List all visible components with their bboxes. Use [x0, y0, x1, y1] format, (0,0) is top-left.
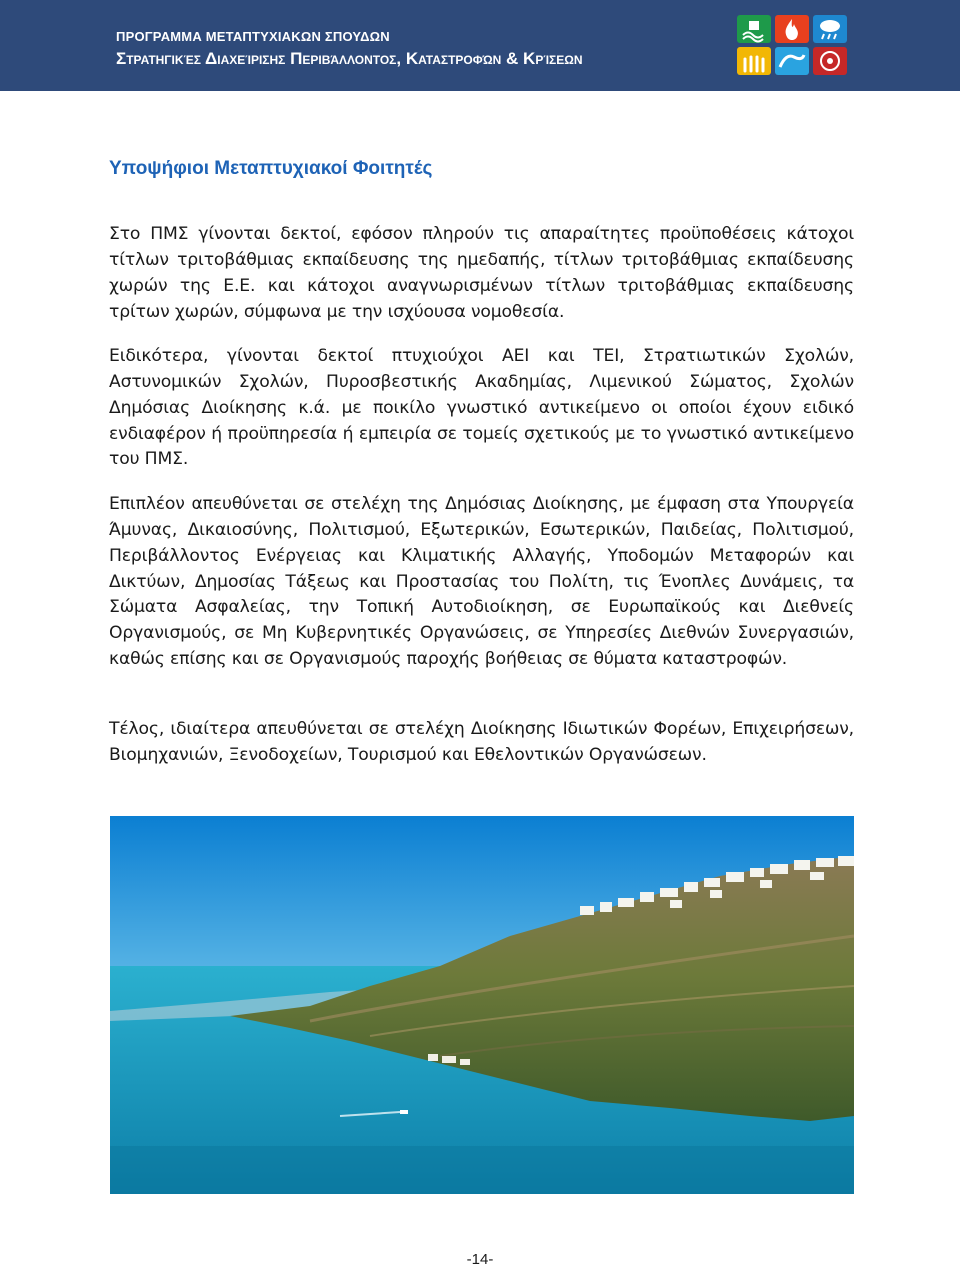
- paragraph-eligibility: Στο ΠΜΣ γίνονται δεκτοί, εφόσον πληρούν τις απαραίτητες προϋποθέσεις κάτοχοι τίτλων τριτοβάθμιας εκπαίδευσης της ημεδαπής, τίτλων τριτοβάθμιας εκπαίδευσης χωρών της Ε.Ε. και κάτοχοι αναγνωρισμένων τίτλων τριτοβάθμιας εκπαίδευσης τρίτων χωρών, σύμφωνα με την ισχύουσα νομοθεσία.: [109, 224, 854, 322]
- biohazard-icon: [813, 47, 847, 75]
- paragraph-specifically: Ειδικότερα, γίνονται δεκτοί πτυχιούχοι ΑΕΙ και ΤΕΙ, Στρατιωτικών Σχολών, Αστυνομικών Σχολών, Πυροσβεστικής Ακαδημίας, Λιμενικού Σώματος, Σχολών Δημόσιας Διοίκησης κ.ά. με ποικίλο γνωστικό αντικείμενο οι οποίοι έχουν ειδικό ενδιαφέρον ή προϋπηρεσία ή εμπειρία σε τομείς σχετικούς με το γνωστικό αντικείμενο του ΠΜΣ.: [109, 346, 854, 470]
- fire-icon: [775, 15, 809, 43]
- storm-icon: [813, 15, 847, 43]
- page-header: [0, 0, 960, 91]
- people-hands-icon: [737, 47, 771, 75]
- paragraph-private-sector: Τέλος, ιδιαίτερα απευθύνεται σε στελέχη Διοίκησης Ιδιωτικών Φορέων, Επιχειρήσεων, Βιομηχανιών, Ξενοδοχείων, Τουρισμού και Εθελοντικών Οργανώσεων.: [109, 719, 854, 765]
- hazard-logo-grid: [737, 15, 847, 75]
- santorini-caldera-photo: [110, 816, 854, 1194]
- program-label: ΠΡΟΓΡΑΜΜΑ ΜΕΤΑΠΤΥΧΙΑΚΩΝ ΣΠΟΥΔΩΝ: [116, 29, 390, 44]
- section-title: Υποψήφιοι Μεταπτυχιακοί Φοιτητές: [109, 158, 433, 179]
- page-number: -14-: [466, 1251, 494, 1268]
- flood-icon: [737, 15, 771, 43]
- paragraph-public-sector: Επιπλέον απευθύνεται σε στελέχη της Δημόσιας Διοίκησης, με έμφαση στα Υπουργεία Άμυνας, Δικαιοσύνης, Πολιτισμού, Εξωτερικών, Εσωτερικών, Παιδείας, Πολιτισμού, Περιβάλλοντος Ενέργειας και Κλιματικής Αλλαγής, Υποδομών Μεταφορών και Δικτύων, Δημοσίας Τάξεως και Προστασίας του Πολίτη, τις Ένοπλες Δυνάμεις, τα Σώματα Ασφαλείας, την Τοπική Αυτοδιοίκηση, σε Ευρωπαϊκούς και Διεθνείς Οργανισμούς, σε Μη Κυβερνητικές Οργανώσεις, σε Υπηρεσίες Διεθνών Συνεργασιών, καθώς επίσης και σε Οργανισμούς παροχής βοήθειας σε θύματα καταστροφών.: [109, 494, 854, 669]
- water-wave-icon: [775, 47, 809, 75]
- program-title: Στρατηγικές Διαχείρισης Περιβάλλοντος, Καταστροφών & Κρίσεων: [116, 49, 583, 68]
